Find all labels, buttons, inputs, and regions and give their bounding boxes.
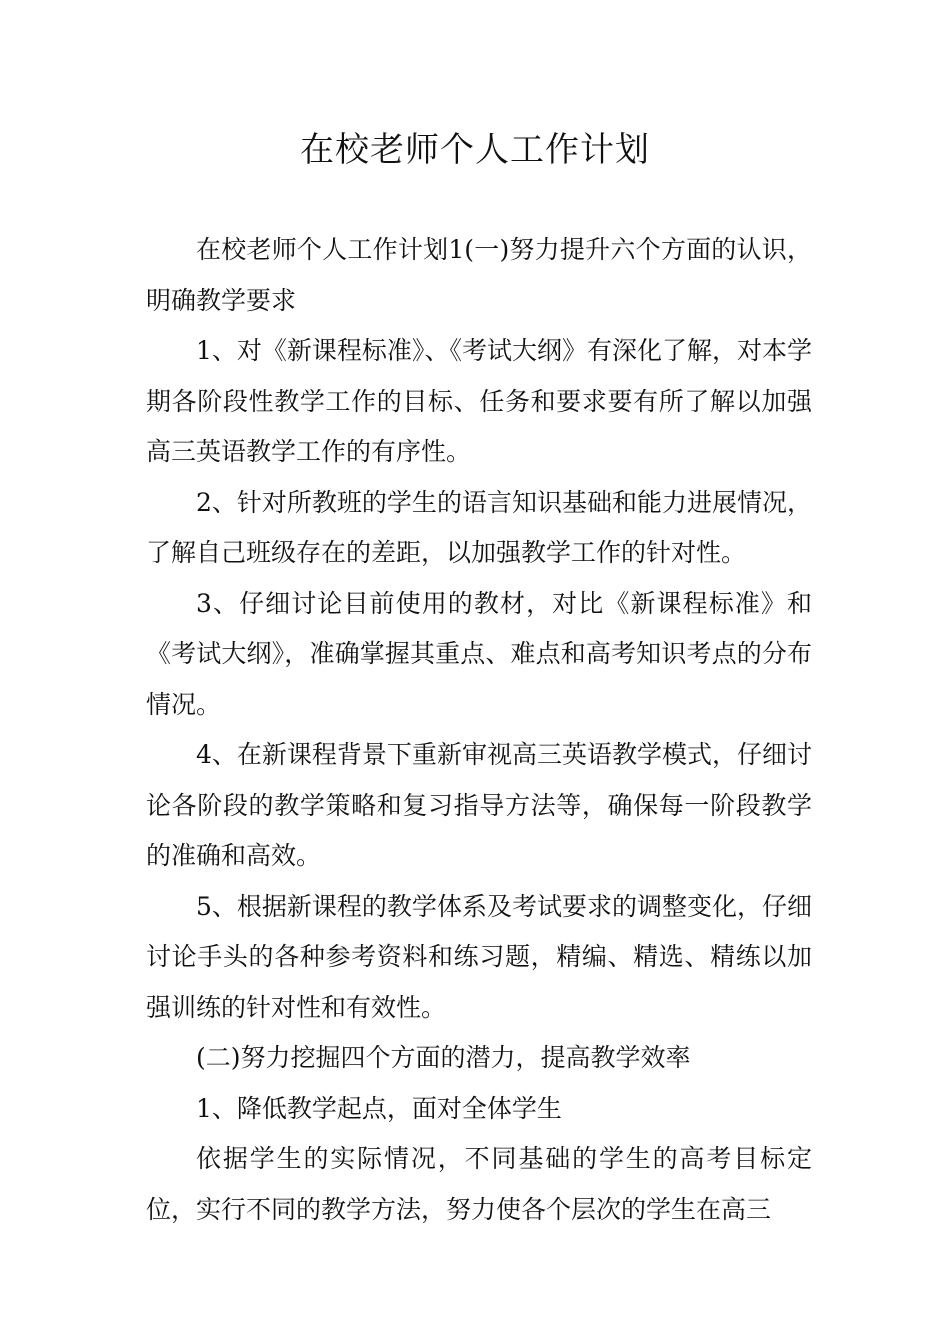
document-title: 在校老师个人工作计划: [300, 130, 650, 170]
document-body: [146, 225, 812, 1235]
paragraph-item-4: 4、在新课程背景下重新审视高三英语教学模式，仔细讨论各阶段的教学策略和复习指导方法等，确保每一阶段教学的准确和高效。: [146, 740, 812, 870]
paragraph-subitem-1-body: 依据学生的实际情况，不同基础的学生的高考目标定位，实行不同的教学方法，努力使各个层次的学生在高三: [146, 1144, 812, 1224]
paragraph-item-5: 5、根据新课程的教学体系及考试要求的调整变化，仔细讨论手头的各种参考资料和练习题，精编、精选、精练以加强训练的针对性和有效性。: [146, 891, 812, 1022]
paragraph-intro: 在校老师个人工作计划1(一)努力提升六个方面的认识，明确教学要求: [146, 235, 812, 315]
paragraph-item-2: 2、针对所教班的学生的语言知识基础和能力进展情况，了解自己班级存在的差距，以加强教学工作的针对性。: [146, 487, 812, 567]
paragraph-subitem-1: 1、降低教学起点，面对全体学生: [196, 1093, 562, 1123]
paragraph-item-3: 3、仔细讨论目前使用的教材，对比《新课程标准》和《考试大纲》，准确掌握其重点、难点和高考知识考点的分布情况。: [146, 588, 812, 719]
paragraph-item-1: 1、对《新课程标准》、《考试大纲》有深化了解，对本学期各阶段性教学工作的目标、任务和要求要有所了解以加强高三英语教学工作的有序性。: [146, 336, 812, 466]
section-heading-2: (二)努力挖掘四个方面的潜力，提高教学效率: [196, 1043, 691, 1072]
